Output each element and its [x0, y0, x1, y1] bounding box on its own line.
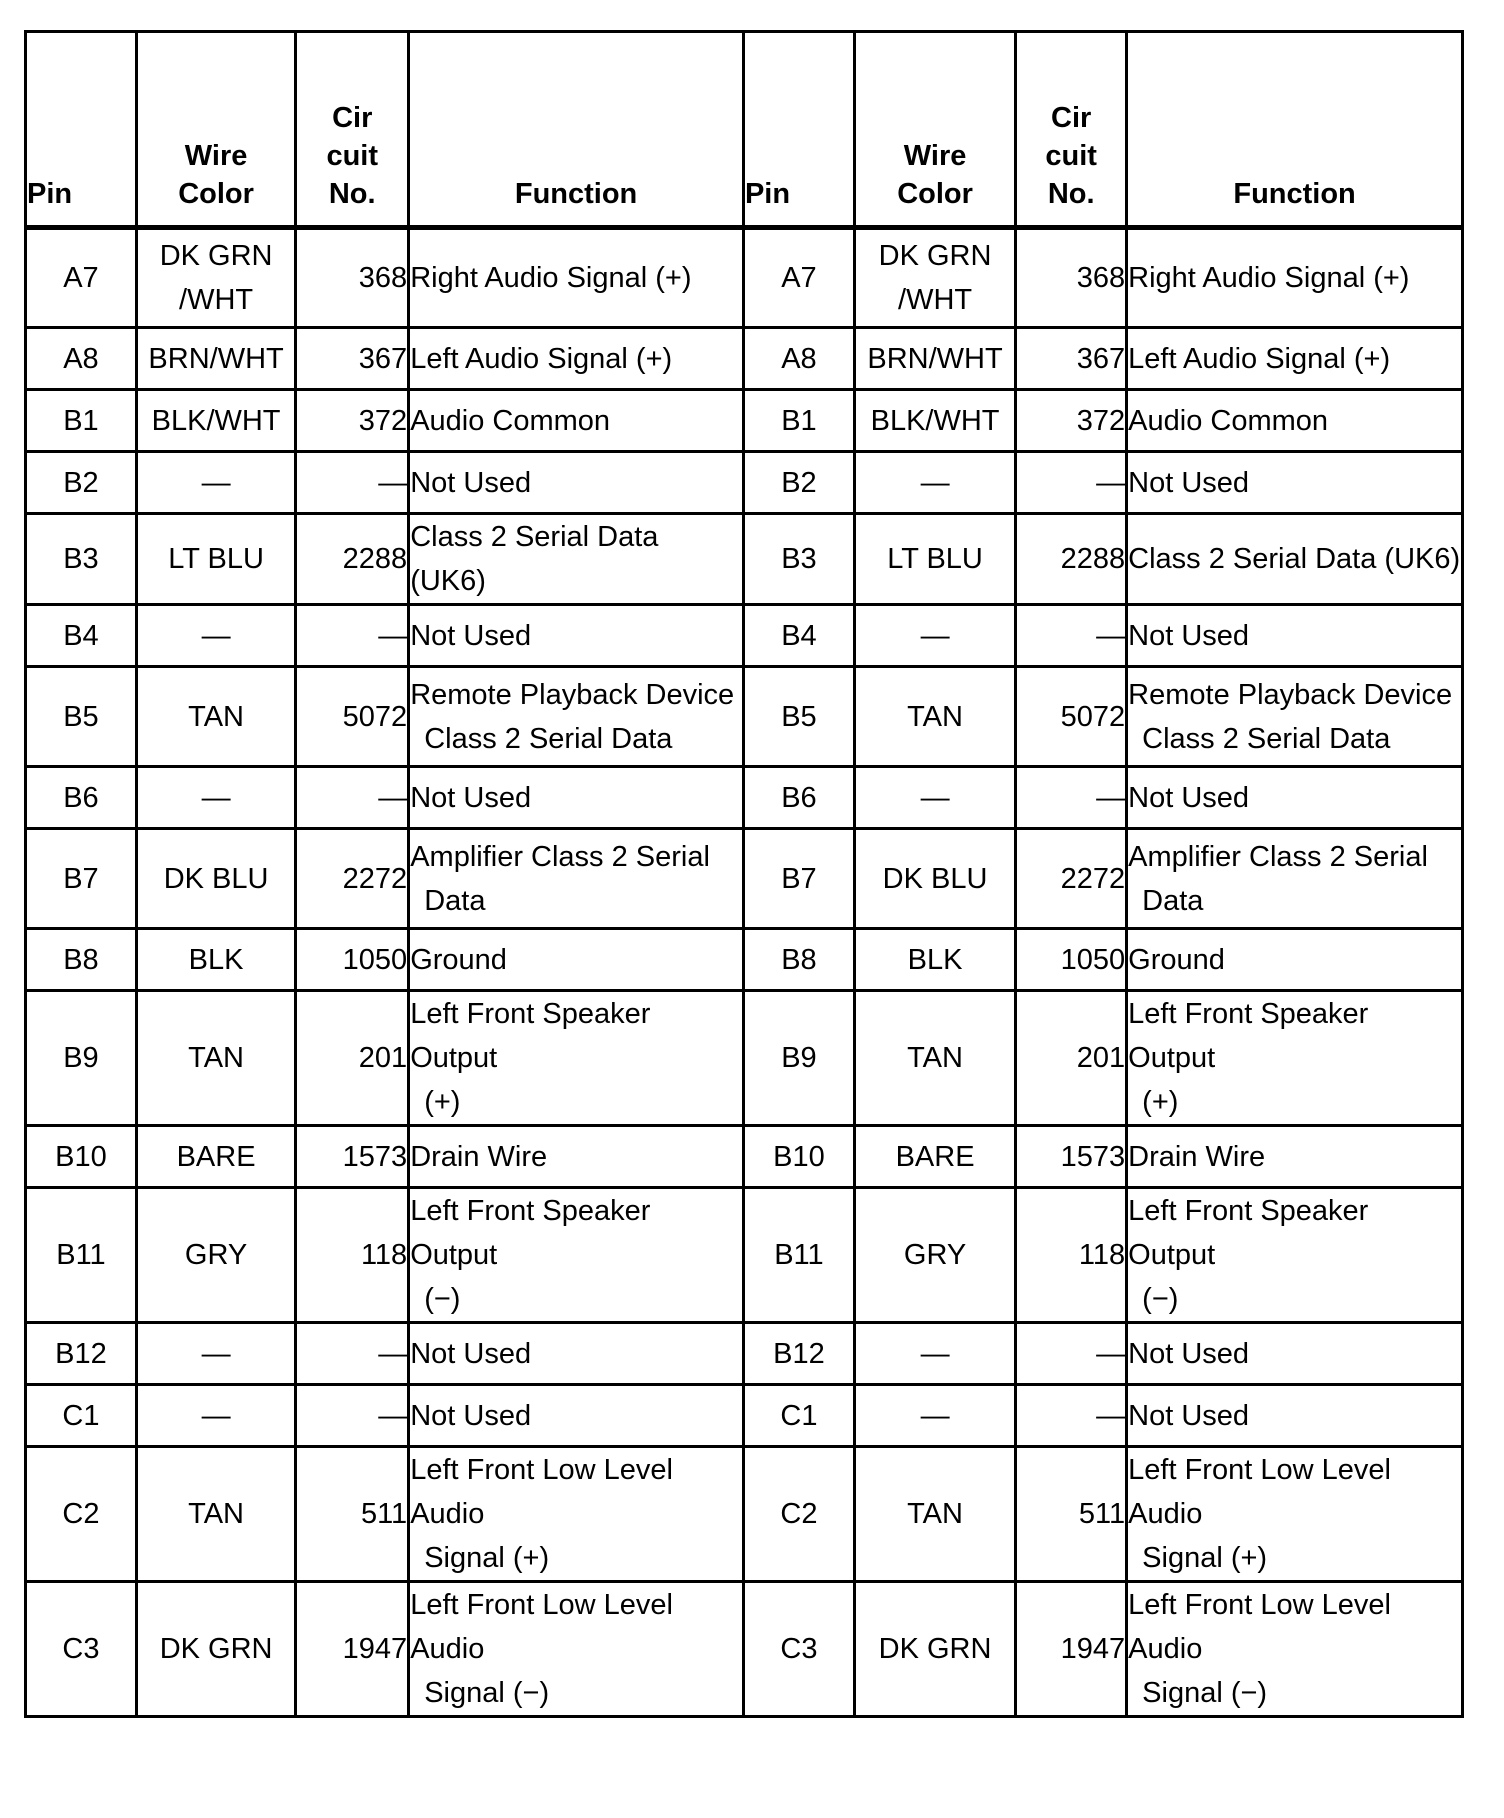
- function-cell-right: [1127, 767, 1463, 829]
- function-cell-right: [1127, 1385, 1463, 1447]
- function-cell-left: [409, 514, 744, 605]
- function-cell-right: [1127, 1188, 1463, 1323]
- wire-color-line: BARE: [176, 1140, 256, 1173]
- function-cell-left: [409, 1126, 744, 1188]
- table-row: [26, 605, 1463, 667]
- wire-color-cell-right: [854, 328, 1015, 390]
- function-cell-right: [1127, 1323, 1463, 1385]
- function-cell-right: [1127, 514, 1463, 605]
- pin-cell-right: B8: [743, 929, 854, 991]
- table-row: [26, 991, 1463, 1126]
- function-line: Left Front Speaker Output: [410, 1195, 651, 1271]
- circuit-no-cell-left: 372: [296, 390, 409, 452]
- wire-color-cell-right: [854, 991, 1015, 1126]
- wire-color-line: TAN: [188, 1042, 245, 1074]
- function-line: Not Used: [410, 619, 532, 652]
- function-cell-left: [409, 390, 744, 452]
- circuit-no-cell-left: —: [296, 1323, 409, 1385]
- circuit-no-cell-right: 2288: [1016, 514, 1127, 605]
- header-circuit-no-right: Cir cuit No.: [1016, 32, 1127, 228]
- wire-color-line: GRY: [903, 1239, 967, 1271]
- circuit-no-cell-left: 2288: [296, 514, 409, 605]
- function-cell-right: [1127, 667, 1463, 767]
- pinout-rows: [26, 228, 1463, 1717]
- function-cell-right: [1127, 1447, 1463, 1582]
- wire-color-line: DK GRN: [159, 240, 273, 272]
- function-line: Drain Wire: [1128, 1140, 1266, 1173]
- circuit-no-cell-right: 5072: [1016, 667, 1127, 767]
- function-line: Right Audio Signal (+): [1128, 262, 1410, 294]
- wire-color-line: BLK: [188, 943, 244, 976]
- pin-cell-right: C3: [743, 1582, 854, 1717]
- circuit-no-cell-right: 2272: [1016, 829, 1127, 929]
- function-line: Class 2 Serial Data (UK6): [1128, 543, 1461, 575]
- function-line: Audio Common: [410, 404, 611, 437]
- wire-color-line: —: [920, 619, 950, 652]
- pin-cell-left: B2: [26, 452, 137, 514]
- table-row: [26, 328, 1463, 390]
- wire-color-cell-left: [136, 929, 295, 991]
- circuit-no-cell-left: 2272: [296, 829, 409, 929]
- pin-cell-left: A7: [26, 228, 137, 328]
- wire-color-line: TAN: [907, 1042, 963, 1074]
- circuit-no-cell-left: 1050: [296, 929, 409, 991]
- pin-cell-left: B8: [26, 929, 137, 991]
- function-cell-right: [1127, 390, 1463, 452]
- wire-color-line: TAN: [188, 700, 245, 733]
- function-line: Left Audio Signal (+): [410, 342, 673, 375]
- circuit-no-cell-right: 201: [1016, 991, 1127, 1126]
- function-cell-left: [409, 767, 744, 829]
- function-line: Class 2 Serial Data (UK6): [410, 521, 659, 597]
- header-pin-right: Pin: [743, 32, 854, 228]
- table-row: [26, 1385, 1463, 1447]
- circuit-no-cell-right: —: [1016, 767, 1127, 829]
- function-cell-left: [409, 452, 744, 514]
- circuit-no-cell-left: 5072: [296, 667, 409, 767]
- function-line: Signal (+): [1142, 1542, 1268, 1574]
- function-cell-right: [1127, 328, 1463, 390]
- function-line: Data: [424, 884, 486, 917]
- function-line: Remote Playback Device: [410, 678, 735, 711]
- function-cell-left: [409, 1188, 744, 1323]
- table-row: [26, 1447, 1463, 1582]
- wire-color-cell-left: [136, 1582, 295, 1717]
- header-circuit-no-left: Cir cuit No.: [296, 32, 409, 228]
- wire-color-line: BLK/WHT: [151, 404, 281, 437]
- pin-cell-right: C1: [743, 1385, 854, 1447]
- function-cell-left: [409, 991, 744, 1126]
- pin-cell-left: B10: [26, 1126, 137, 1188]
- circuit-no-cell-left: 1573: [296, 1126, 409, 1188]
- pin-cell-left: B5: [26, 667, 137, 767]
- function-line: Left Front Low Level Audio: [410, 1589, 673, 1665]
- circuit-no-cell-right: 511: [1016, 1447, 1127, 1582]
- circuit-no-cell-left: 201: [296, 991, 409, 1126]
- wire-color-cell-right: [854, 390, 1015, 452]
- wire-color-line: —: [920, 1399, 950, 1432]
- function-line: (−): [424, 1283, 461, 1315]
- function-line: (+): [1142, 1086, 1179, 1118]
- wire-color-line: BLK: [907, 943, 963, 976]
- wire-color-line: BLK/WHT: [870, 404, 1000, 437]
- table-row: [26, 1323, 1463, 1385]
- pin-cell-left: B7: [26, 829, 137, 929]
- wire-color-line: GRY: [184, 1239, 248, 1271]
- pin-cell-left: C1: [26, 1385, 137, 1447]
- table-row: [26, 667, 1463, 767]
- pin-cell-right: A8: [743, 328, 854, 390]
- function-line: Remote Playback Device: [1128, 678, 1453, 711]
- pin-cell-right: B1: [743, 390, 854, 452]
- circuit-no-cell-left: 368: [296, 228, 409, 328]
- wire-color-cell-right: [854, 1582, 1015, 1717]
- wire-color-line: BRN/WHT: [867, 342, 1003, 375]
- wire-color-cell-right: [854, 228, 1015, 328]
- function-line: Amplifier Class 2 Serial: [410, 840, 710, 873]
- table-row: [26, 390, 1463, 452]
- wire-color-cell-left: [136, 767, 295, 829]
- pin-cell-left: B11: [26, 1188, 137, 1323]
- wire-color-line: LT BLU: [887, 543, 983, 575]
- wire-color-cell-right: [854, 1323, 1015, 1385]
- circuit-no-cell-left: —: [296, 1385, 409, 1447]
- circuit-no-cell-left: 1947: [296, 1582, 409, 1717]
- function-line: Class 2 Serial Data: [424, 722, 673, 755]
- function-cell-left: [409, 929, 744, 991]
- function-line: Left Front Speaker Output: [1128, 1195, 1369, 1271]
- pin-cell-right: B3: [743, 514, 854, 605]
- pin-cell-left: B4: [26, 605, 137, 667]
- wire-color-cell-right: [854, 514, 1015, 605]
- wire-color-line: —: [920, 781, 950, 814]
- circuit-no-cell-left: 511: [296, 1447, 409, 1582]
- function-cell-right: [1127, 929, 1463, 991]
- wire-color-cell-right: [854, 452, 1015, 514]
- wire-color-line: DK BLU: [882, 862, 988, 895]
- function-line: Not Used: [410, 466, 532, 499]
- wire-color-line: TAN: [907, 700, 963, 733]
- pin-cell-right: B6: [743, 767, 854, 829]
- wire-color-cell-right: [854, 1385, 1015, 1447]
- table-row: [26, 829, 1463, 929]
- wire-color-cell-left: [136, 1447, 295, 1582]
- function-cell-left: [409, 1385, 744, 1447]
- wire-color-line: —: [201, 781, 231, 814]
- table-row: [26, 514, 1463, 605]
- wire-color-cell-right: [854, 605, 1015, 667]
- function-line: Not Used: [410, 1337, 532, 1370]
- pin-cell-left: B1: [26, 390, 137, 452]
- function-line: Not Used: [1128, 1337, 1250, 1370]
- wire-color-cell-left: [136, 829, 295, 929]
- table-row: [26, 1582, 1463, 1717]
- function-line: Ground: [1128, 943, 1225, 976]
- pin-cell-left: B9: [26, 991, 137, 1126]
- wire-color-cell-left: [136, 1385, 295, 1447]
- function-line: Signal (−): [1142, 1677, 1268, 1709]
- function-cell-right: [1127, 1126, 1463, 1188]
- wire-color-line: —: [920, 466, 950, 499]
- header-wire-color-right: Wire Color: [854, 32, 1015, 228]
- function-line: Not Used: [1128, 466, 1250, 499]
- function-line: Ground: [410, 943, 507, 976]
- function-line: Left Front Speaker Output: [1128, 998, 1369, 1074]
- function-line: Drain Wire: [410, 1140, 548, 1173]
- wire-color-cell-right: [854, 1126, 1015, 1188]
- function-cell-left: [409, 829, 744, 929]
- function-cell-left: [409, 667, 744, 767]
- function-cell-left: [409, 328, 744, 390]
- function-line: Amplifier Class 2 Serial: [1128, 840, 1428, 873]
- circuit-no-cell-right: 1573: [1016, 1126, 1127, 1188]
- pin-cell-left: A8: [26, 328, 137, 390]
- wire-color-cell-left: [136, 390, 295, 452]
- function-line: (+): [424, 1086, 461, 1118]
- function-cell-right: [1127, 452, 1463, 514]
- header-pin-left: Pin: [26, 32, 137, 228]
- pin-cell-left: B3: [26, 514, 137, 605]
- pin-cell-right: C2: [743, 1447, 854, 1582]
- function-line: Left Front Low Level Audio: [1128, 1589, 1391, 1665]
- header-function-right: Function: [1127, 32, 1463, 228]
- circuit-no-cell-right: 372: [1016, 390, 1127, 452]
- circuit-no-cell-left: —: [296, 605, 409, 667]
- wire-color-line: DK BLU: [163, 862, 269, 895]
- function-line: Data: [1142, 884, 1204, 917]
- pin-cell-left: B6: [26, 767, 137, 829]
- table-row: [26, 452, 1463, 514]
- pin-cell-right: B10: [743, 1126, 854, 1188]
- wire-color-cell-left: [136, 1188, 295, 1323]
- function-line: Not Used: [1128, 619, 1250, 652]
- function-line: Signal (+): [424, 1542, 550, 1574]
- pin-cell-right: B7: [743, 829, 854, 929]
- function-line: Not Used: [1128, 781, 1250, 814]
- function-cell-right: [1127, 991, 1463, 1126]
- wire-color-line: /WHT: [898, 284, 973, 316]
- table-row: [26, 1188, 1463, 1323]
- pin-cell-right: B11: [743, 1188, 854, 1323]
- function-cell-right: [1127, 829, 1463, 929]
- wire-color-line: BRN/WHT: [148, 342, 284, 375]
- circuit-no-cell-left: 367: [296, 328, 409, 390]
- function-cell-right: [1127, 605, 1463, 667]
- header-function-left: Function: [409, 32, 744, 228]
- wire-color-cell-left: [136, 228, 295, 328]
- circuit-no-cell-left: 118: [296, 1188, 409, 1323]
- wire-color-line: DK GRN: [878, 1633, 992, 1665]
- function-line: Left Audio Signal (+): [1128, 342, 1391, 375]
- wire-color-line: BARE: [895, 1140, 975, 1173]
- function-cell-left: [409, 228, 744, 328]
- wire-color-cell-right: [854, 667, 1015, 767]
- wire-color-cell-right: [854, 929, 1015, 991]
- wire-color-cell-right: [854, 1188, 1015, 1323]
- circuit-no-cell-right: 368: [1016, 228, 1127, 328]
- wire-color-cell-left: [136, 1126, 295, 1188]
- wire-color-cell-left: [136, 991, 295, 1126]
- table-row: [26, 767, 1463, 829]
- pin-cell-right: A7: [743, 228, 854, 328]
- pin-cell-right: B5: [743, 667, 854, 767]
- wire-color-line: DK GRN: [878, 240, 992, 272]
- wire-color-cell-left: [136, 1323, 295, 1385]
- circuit-no-cell-right: 1050: [1016, 929, 1127, 991]
- table-row: [26, 1126, 1463, 1188]
- wire-color-line: —: [920, 1337, 950, 1370]
- wire-color-cell-left: [136, 514, 295, 605]
- wire-color-line: —: [201, 1399, 231, 1432]
- circuit-no-cell-left: —: [296, 452, 409, 514]
- function-line: Not Used: [410, 1399, 532, 1432]
- pin-cell-left: C2: [26, 1447, 137, 1582]
- circuit-no-cell-right: —: [1016, 1323, 1127, 1385]
- pin-cell-left: C3: [26, 1582, 137, 1717]
- wire-color-line: —: [201, 1337, 231, 1370]
- circuit-no-cell-left: —: [296, 767, 409, 829]
- function-cell-left: [409, 1582, 744, 1717]
- function-line: Left Front Low Level Audio: [1128, 1454, 1391, 1530]
- wire-color-cell-left: [136, 452, 295, 514]
- table-row: [26, 228, 1463, 328]
- function-cell-right: [1127, 1582, 1463, 1717]
- circuit-no-cell-right: 118: [1016, 1188, 1127, 1323]
- wire-color-line: LT BLU: [168, 543, 264, 575]
- wire-color-cell-right: [854, 767, 1015, 829]
- function-line: Signal (−): [424, 1677, 550, 1709]
- pin-cell-right: B4: [743, 605, 854, 667]
- wire-color-cell-left: [136, 667, 295, 767]
- pin-cell-right: B12: [743, 1323, 854, 1385]
- function-line: Audio Common: [1128, 404, 1329, 437]
- circuit-no-cell-right: —: [1016, 452, 1127, 514]
- header-wire-color-left: Wire Color: [136, 32, 295, 228]
- function-line: Not Used: [410, 781, 532, 814]
- wire-color-cell-right: [854, 1447, 1015, 1582]
- function-cell-left: [409, 1447, 744, 1582]
- wire-color-line: —: [201, 619, 231, 652]
- wire-color-cell-right: [854, 829, 1015, 929]
- function-cell-left: [409, 1323, 744, 1385]
- wire-color-line: TAN: [188, 1498, 245, 1530]
- circuit-no-cell-right: 367: [1016, 328, 1127, 390]
- function-line: Left Front Low Level Audio: [410, 1454, 673, 1530]
- function-line: Left Front Speaker Output: [410, 998, 651, 1074]
- function-line: (−): [1142, 1283, 1179, 1315]
- pin-cell-right: B9: [743, 991, 854, 1126]
- wire-color-line: —: [201, 466, 231, 499]
- circuit-no-cell-right: —: [1016, 1385, 1127, 1447]
- wire-color-line: DK GRN: [159, 1633, 273, 1665]
- circuit-no-cell-right: 1947: [1016, 1582, 1127, 1717]
- function-line: Right Audio Signal (+): [410, 262, 692, 294]
- wire-color-line: TAN: [907, 1498, 963, 1530]
- function-cell-left: [409, 605, 744, 667]
- table-row: [26, 929, 1463, 991]
- connector-pinout-table: [24, 30, 1464, 1718]
- pin-cell-right: B2: [743, 452, 854, 514]
- circuit-no-cell-right: —: [1016, 605, 1127, 667]
- function-line: Class 2 Serial Data: [1142, 722, 1391, 755]
- function-line: Not Used: [1128, 1399, 1250, 1432]
- wire-color-cell-left: [136, 605, 295, 667]
- function-cell-right: [1127, 228, 1463, 328]
- wire-color-cell-left: [136, 328, 295, 390]
- header-row: [26, 32, 1463, 228]
- pin-cell-left: B12: [26, 1323, 137, 1385]
- wire-color-line: /WHT: [179, 284, 254, 316]
